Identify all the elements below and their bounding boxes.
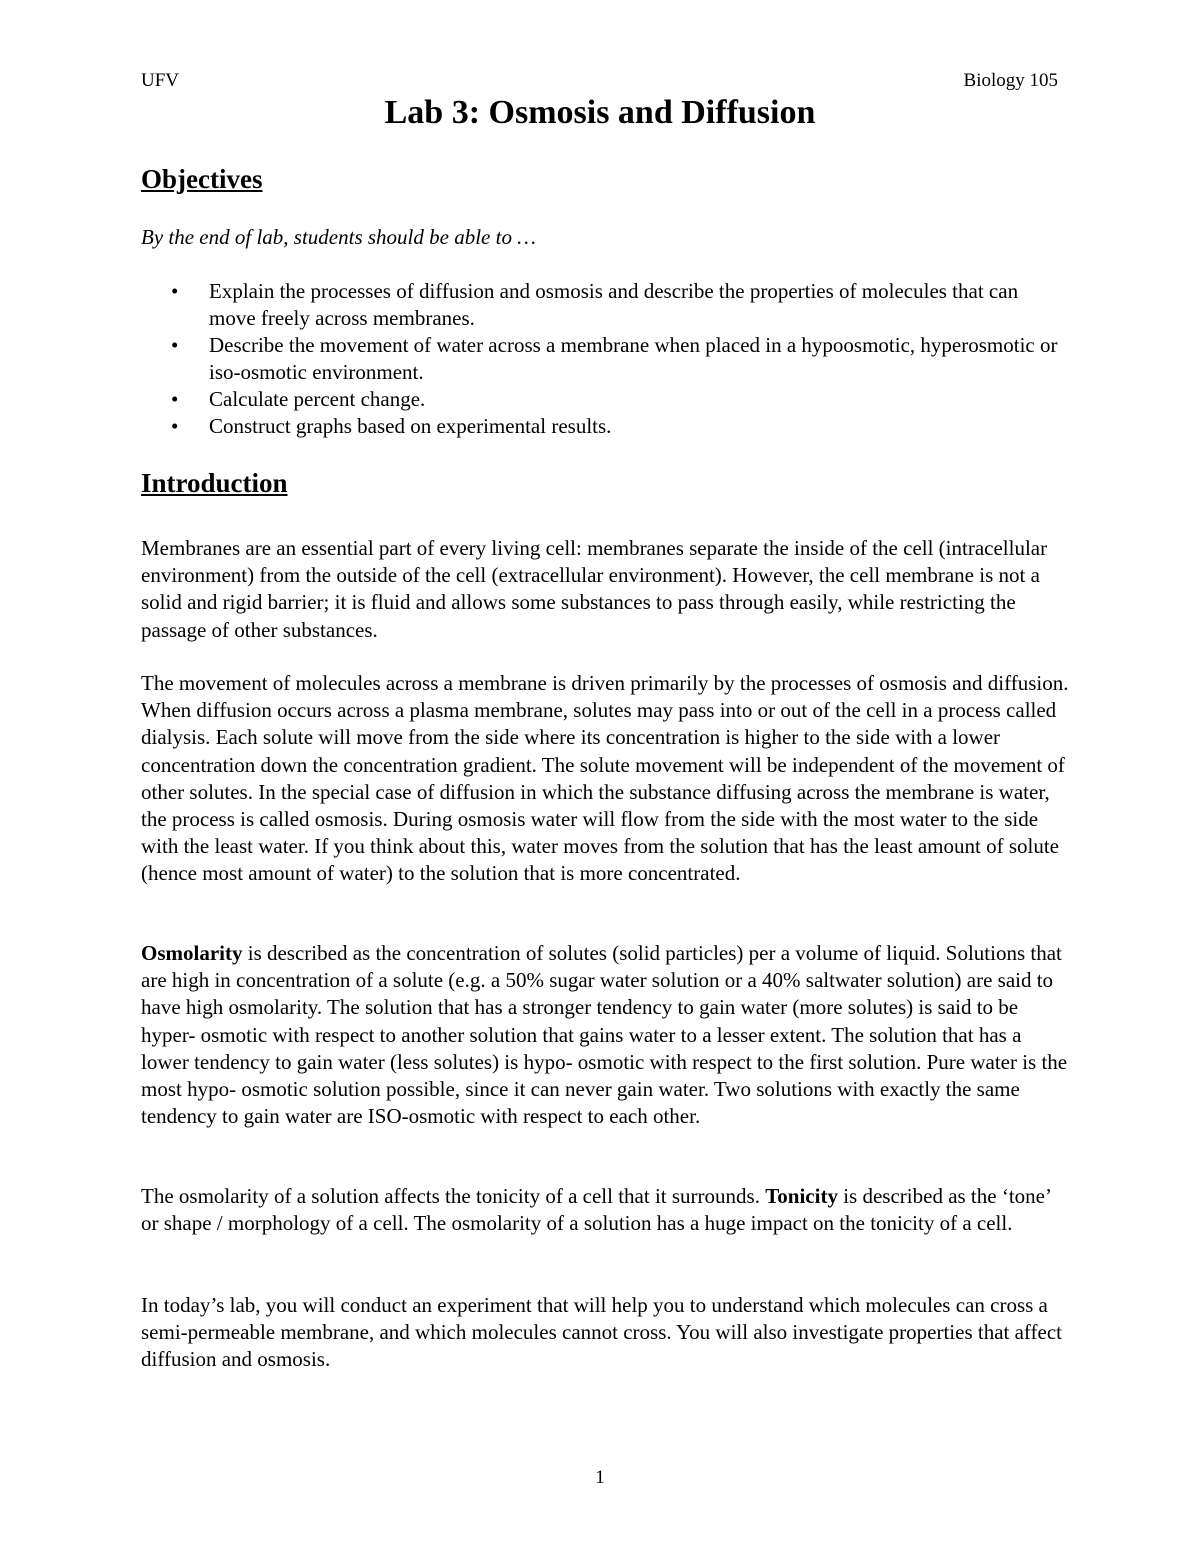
objective-item (141, 413, 1061, 440)
objective-text: Explain the processes of diffusion and osmosis and describe the properties of molecules that can move freely across membranes. (209, 279, 1019, 330)
tonicity-definition: is described as the ‘tone’ or shape / morphology of a cell. The osmolarity of a solution has a huge impact on the tonicity of a cell. (141, 1184, 1051, 1236)
intro-paragraph-5: In today’s lab, you will conduct an experiment that will help you to understand which molecules can cross a semi-permeable membrane, and which molecules cannot cross. You will also investigate properties that affect diffusion and osmosis. (141, 1293, 1063, 1372)
objectives-intro: By the end of lab, students should be able to … (141, 225, 536, 249)
bullet-icon: • (171, 414, 179, 438)
intro-paragraph-1: Membranes are an essential part of every living cell: membranes separate the inside of the cell (intracellular environment) from the outside of the cell (extracellular environment). However, the cell membrane is not a solid and rigid barrier; it is fluid and allows some substances to pass through easily, while restricting the passage of other substances. (141, 536, 1048, 642)
bullet-icon: • (171, 279, 179, 303)
page-number: 1 (595, 1467, 605, 1488)
objective-item (141, 386, 1061, 413)
document-title: Lab 3: Osmosis and Diffusion (384, 94, 816, 131)
bullet-icon: • (171, 387, 179, 411)
objective-text: Describe the movement of water across a membrane when placed in a hypoosmotic, hyperosmotic or iso-osmotic environment. (209, 333, 1058, 384)
osmolarity-definition: is described as the concentration of solutes (solid particles) per a volume of liquid. Solutions that are high in concentration of a solute (e.g. a 50% sugar water solution or a 40% saltwater solution) are said to have high osmolarity. The solution that has a stronger tendency to gain water (more solutes) is said to be hyper- osmotic with respect to another solution that gains water to a lesser extent. The solution that has a lower tendency to gain water (less solutes) is hypo- osmotic with respect to the first solution. Pure water is the most hypo- osmotic solution possible, since it can never gain water. Two solutions with exactly the same tendency to gain water are ISO-osmotic with respect to each other. (141, 941, 1068, 1129)
term-osmolarity: Osmolarity (141, 941, 243, 965)
objectives-list (141, 278, 1061, 440)
intro-paragraph-3 (141, 940, 1071, 1130)
objectives-heading: Objectives (141, 164, 263, 194)
objective-item (141, 332, 1061, 386)
header-institution: UFV (141, 70, 180, 91)
intro-paragraph-2: The movement of molecules across a membrane is driven primarily by the processes of osmosis and diffusion. When diffusion occurs across a plasma membrane, solutes may pass into or out of the cell in a process called dialysis. Each solute will move from the side where its concentration is higher to the side with a lower concentration down the concentration gradient. The solute movement will be independent of the movement of other solutes. In the special case of diffusion in which the substance diffusing across the membrane is water, the process is called osmosis. During osmosis water will flow from the side with the most water to the side with the least water. If you think about this, water moves from the solution that has the least amount of solute (hence most amount of water) to the solution that is more concentrated. (141, 671, 1069, 886)
term-tonicity: Tonicity (765, 1184, 838, 1208)
introduction-heading: Introduction (141, 468, 288, 498)
bullet-icon: • (171, 333, 179, 357)
objective-text: Construct graphs based on experimental results. (209, 414, 612, 438)
header-course: Biology 105 (963, 70, 1058, 91)
tonicity-lead: The osmolarity of a solution affects the tonicity of a cell that it surrounds. (141, 1184, 766, 1208)
intro-paragraph-4 (141, 1183, 1071, 1237)
objective-text: Calculate percent change. (209, 387, 426, 411)
objective-item (141, 278, 1061, 332)
